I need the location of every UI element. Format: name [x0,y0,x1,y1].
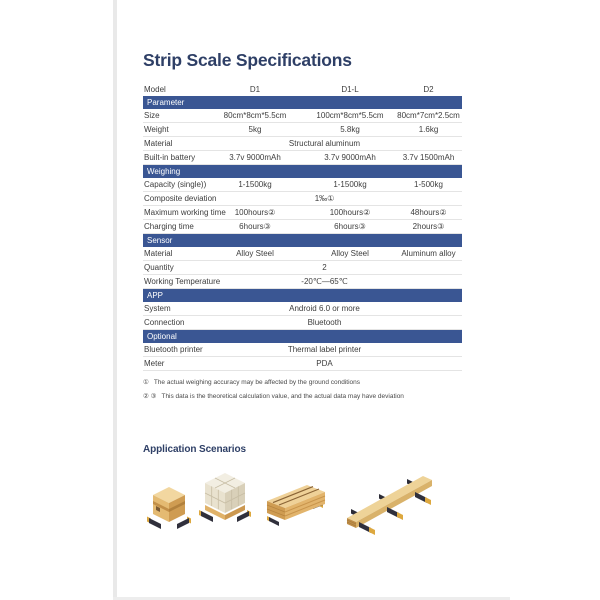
row-label: Capacity (single)) [144,180,207,189]
spec-sheet [143,50,462,553]
table-row-charging-time [143,220,462,234]
cell-span: 1‰① [314,194,335,203]
row-label: Material [144,249,173,258]
section-header-sensor [143,234,462,247]
footnote-1 [143,376,462,390]
footnotes [143,376,462,404]
cell-d1: 1-1500kg [238,180,272,189]
table-row-working-time [143,206,462,220]
cell-d1l: 100cm*8cm*5.5cm [316,111,384,120]
row-label: Connection [144,318,185,327]
cell-d2: 2hours③ [412,222,445,231]
cell-d1: Alloy Steel [236,249,274,258]
box-on-strip-scales-illustration [147,484,191,534]
cell-span: PDA [316,359,333,368]
row-label: Built-in battery [144,153,196,162]
cell-span: Android 6.0 or more [289,304,360,313]
table-row-weight [143,123,462,137]
section-label: Weighing [147,167,181,176]
cell-d2: 48hours② [410,208,447,217]
pallet-boxes-on-strip-scales-illustration [197,471,253,533]
cell-d2: 80cm*7cm*2.5cm [397,111,460,120]
cell-d1: 5kg [248,125,262,134]
cell-d1l: 100hours② [329,208,371,217]
row-label: Meter [144,359,165,368]
cell-d1l: 3.7v 9000mAh [324,153,376,162]
page-left-edge [113,0,117,600]
page-title: Strip Scale Specifications [143,50,352,70]
section-label: APP [147,291,164,300]
row-label: System [144,304,171,313]
row-label: Quantity [144,263,174,272]
section-label: Sensor [147,236,173,245]
application-scenarios-title: Application Scenarios [143,444,246,455]
footnote-text: The actual weighing accuracy may be affected by the ground conditions [153,379,361,386]
section-header-app [143,289,462,302]
cell-d1: 80cm*8cm*5.5cm [223,111,287,120]
cell-d1l: Alloy Steel [331,249,369,258]
table-row-connection [143,316,462,330]
cell-span: 2 [322,263,327,272]
cell-d1l: 1-1500kg [333,180,367,189]
spec-table [143,82,462,371]
table-row-quantity [143,261,462,275]
table-row-material [143,137,462,151]
row-label: Size [144,111,160,120]
cell-d1: 100hours② [234,208,276,217]
header-col-d2: D2 [423,84,434,94]
cell-span: Thermal label printer [287,345,362,354]
section-header-weighing [143,165,462,178]
table-row-meter [143,357,462,371]
section-label: Optional [147,332,177,341]
cell-d2: 1.6kg [418,125,439,134]
cell-d2: Aluminum alloy [401,249,456,258]
cell-span: Bluetooth [307,318,342,327]
table-row-system [143,302,462,316]
wooden-crate-on-strip-scales-illustration [263,477,333,529]
table-row-deviation [143,192,462,206]
table-header-row [143,82,462,96]
cell-d2: 3.7v 1500mAh [402,153,455,162]
row-label: Charging time [144,222,194,231]
section-label: Parameter [147,98,185,107]
application-scenarios [143,458,462,553]
row-label: Maximum working time [144,208,226,217]
header-model: Model [144,84,166,94]
table-row-bluetooth-printer [143,343,462,357]
footnote-2 [143,390,462,404]
footnote-text: This data is the theoretical calculation value, and the actual data may have deviation [161,393,404,400]
row-label: Working Temperature [144,277,221,286]
cell-d1l: 6hours③ [334,222,366,231]
row-label: Weight [144,125,169,134]
long-beam-on-strip-scales-illustration [339,458,439,538]
row-label: Bluetooth printer [144,345,203,354]
cell-span: -20℃—65℃ [301,277,348,286]
table-row-working-temperature [143,275,462,289]
footnote-marker: ① [143,379,149,386]
row-label: Material [144,139,173,148]
footnote-marker: ② ③ [143,393,157,400]
header-col-d1l: D1-L [341,84,359,94]
cell-d1: 3.7v 9000mAh [229,153,281,162]
table-row-sensor-material [143,247,462,261]
table-row-capacity [143,178,462,192]
header-col-d1: D1 [249,84,261,94]
row-label: Composite deviation [144,194,217,203]
cell-d1: 6hours③ [239,222,271,231]
cell-d2: 1-500kg [414,180,443,189]
section-header-optional [143,330,462,343]
cell-span: Structural aluminum [288,139,361,148]
section-header-parameter [143,96,462,109]
table-row-size [143,109,462,123]
table-row-battery [143,151,462,165]
cell-d1l: 5.8kg [340,125,360,134]
